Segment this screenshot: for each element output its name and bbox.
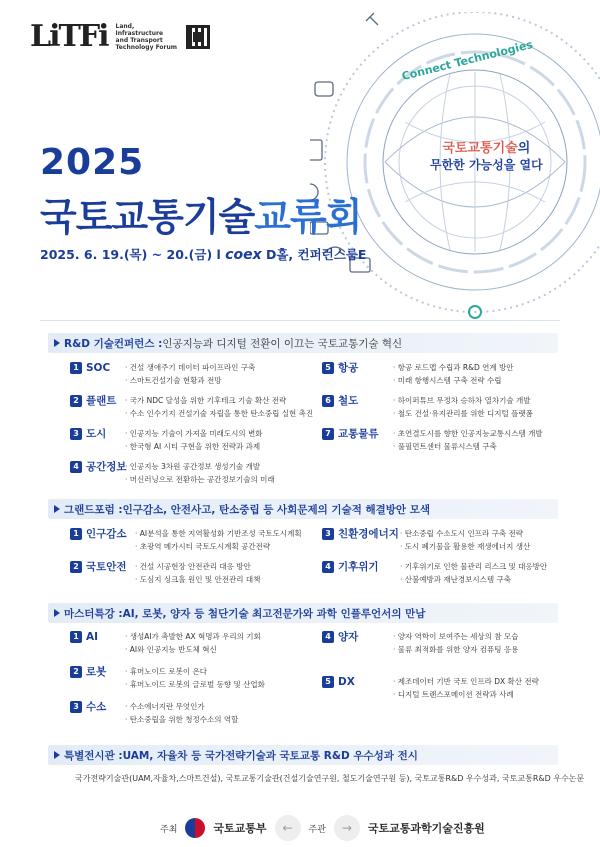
item-number: 1 bbox=[70, 631, 82, 643]
exhibit-description: 국가전략기술관(UAM,자율차,스마트건설), 국토교통기술관(건설기술연구원, 철도기술연구원 등), 국토교통R&D 우수성과, 국토교통R&D 우수논문 bbox=[75, 774, 585, 783]
item-label: 국토안전 bbox=[86, 561, 127, 573]
item-number: 6 bbox=[322, 395, 334, 407]
item-number: 5 bbox=[322, 362, 334, 374]
section-grand-forum bbox=[48, 499, 558, 519]
tagline-particle: 의 bbox=[517, 141, 531, 156]
desc-line: · 항공 로드맵 수립과 R&D 연계 방안 bbox=[393, 361, 513, 374]
grand-item-energy-desc bbox=[400, 527, 530, 553]
tagline-red: 국토교통기술 bbox=[442, 141, 518, 156]
tagline bbox=[430, 140, 543, 174]
event-year: 2025 bbox=[40, 142, 145, 183]
item-label: 수소 bbox=[86, 701, 107, 713]
item-number: 3 bbox=[322, 528, 334, 540]
desc-line: · 풀필먼트센터 물류시스템 구축 bbox=[393, 440, 543, 453]
host-name: 국토교통부 bbox=[213, 822, 267, 835]
desc-line: · 기후위기로 인한 물관리 리스크 및 대응방안 bbox=[400, 560, 547, 573]
forum-logo bbox=[30, 19, 210, 54]
desc-line: · 하이퍼튜브 무정차 승하차 열차기술 개발 bbox=[393, 394, 533, 407]
rd-item-railway-desc bbox=[393, 394, 533, 420]
rd-item-soc bbox=[70, 362, 110, 374]
prev-page-button[interactable]: ← bbox=[275, 815, 301, 841]
item-number: 3 bbox=[70, 428, 82, 440]
item-number: 2 bbox=[70, 666, 82, 678]
organizer-label: 주관 bbox=[308, 824, 326, 835]
title-part-a: 국토교통기술 bbox=[40, 195, 255, 239]
grand-item-safety bbox=[70, 561, 127, 573]
item-label: SOC bbox=[86, 362, 111, 374]
rd-item-logistics bbox=[322, 428, 379, 440]
item-label: 교통물류 bbox=[338, 428, 379, 440]
date-range: 2025. 6. 19.(목) ~ 20.(금) l bbox=[40, 247, 226, 262]
section-master-lead: 마스터특강 : bbox=[64, 607, 123, 620]
desc-line: · 미래 항행시스템 구축 전략 수립 bbox=[393, 374, 513, 387]
master-item-ai bbox=[70, 631, 98, 643]
title-part-b: 교류회 bbox=[254, 195, 362, 239]
rd-item-logistics-desc bbox=[393, 427, 543, 453]
grand-item-climate-desc bbox=[400, 560, 547, 586]
section-master-title: AI, 로봇, 양자 등 첨단기술 최고전문가와 과학 인플루언서의 만남 bbox=[122, 607, 426, 620]
master-item-ai-desc bbox=[125, 630, 261, 656]
qr-code-icon bbox=[186, 25, 210, 49]
desc-line: · 산불예방과 재난경보시스템 구축 bbox=[400, 573, 547, 586]
master-item-dx bbox=[322, 676, 355, 688]
item-number: 5 bbox=[322, 676, 334, 688]
grand-item-population-desc bbox=[135, 527, 302, 553]
section-special-exhibit bbox=[48, 745, 558, 765]
host-label: 주최 bbox=[160, 824, 178, 835]
item-number: 7 bbox=[322, 428, 334, 440]
item-label: DX bbox=[338, 676, 355, 688]
organizer-name: 국토교통과학기술진흥원 bbox=[367, 822, 485, 835]
master-item-hydrogen bbox=[70, 701, 106, 713]
desc-line: · 도심지 싱크홀 원인 및 안전관리 대책 bbox=[135, 573, 260, 586]
master-item-robot-desc bbox=[125, 665, 265, 691]
desc-line: · 인공지능 기술이 가져올 미래도시의 변화 bbox=[125, 427, 262, 440]
rd-item-aviation bbox=[322, 362, 358, 374]
section-exhibit-lead: 특별전시관 : bbox=[64, 749, 123, 762]
desc-line: · 초연결도시를 향한 인공지능교통시스템 개발 bbox=[393, 427, 543, 440]
desc-line: · 한국형 AI 시티 구현을 위한 전략과 과제 bbox=[125, 440, 262, 453]
desc-line: · 수소에너지란 무엇인가 bbox=[125, 700, 238, 713]
item-number: 4 bbox=[322, 561, 334, 573]
desc-line: · 휴머노이드 로봇이 온다 bbox=[125, 665, 265, 678]
desc-line: · 디지털 트랜스포메이션 전략과 사례 bbox=[393, 688, 539, 701]
item-label: 항공 bbox=[338, 362, 359, 374]
desc-line: · 철도 건설·유지관리를 위한 디지털 플랫폼 bbox=[393, 407, 533, 420]
desc-line: · 도시 폐기물을 활용한 재생에너지 생산 bbox=[400, 540, 530, 553]
desc-line: · 수소 인수기지 건설기술 자립을 통한 탄소중립 실현 촉진 bbox=[125, 407, 313, 420]
desc-line: · 탄소중립을 위한 청정수소의 역할 bbox=[125, 713, 238, 726]
desc-line: · 탄소중립 수소도시 인프라 구축 전략 bbox=[400, 527, 530, 540]
section-rd-conference bbox=[48, 333, 558, 353]
desc-line: · 건설 시공현장 안전관리 대응 방안 bbox=[135, 560, 260, 573]
rd-item-plant-desc bbox=[125, 394, 313, 420]
item-label: 공간정보 bbox=[86, 461, 127, 473]
desc-line: · 생성AI가 촉발한 AX 혁명과 우리의 기회 bbox=[125, 630, 261, 643]
item-label: 인구감소 bbox=[86, 528, 127, 540]
desc-line: · 휴머노이드 로봇의 글로벌 동향 및 산업화 bbox=[125, 678, 265, 691]
item-label: 플랜트 bbox=[86, 395, 117, 407]
event-date bbox=[40, 245, 366, 263]
desc-line: · AI분석을 통한 지역활성화 기반조성 국토도시계획 bbox=[135, 527, 302, 540]
master-item-quantum bbox=[322, 631, 358, 643]
rd-item-city bbox=[70, 428, 106, 440]
item-label: 로봇 bbox=[86, 666, 107, 678]
item-label: 철도 bbox=[338, 395, 359, 407]
desc-line: · AI와 인공지능 반도체 혁신 bbox=[125, 643, 261, 656]
item-number: 1 bbox=[70, 362, 82, 374]
divider bbox=[40, 320, 560, 321]
item-label: 친환경에너지 bbox=[338, 528, 399, 540]
master-item-robot bbox=[70, 666, 106, 678]
graphic-label: Connect Technologies bbox=[400, 37, 535, 84]
master-item-dx-desc bbox=[393, 675, 539, 701]
section-rd-lead: R&D 기술컨퍼런스 : bbox=[64, 337, 163, 350]
item-number: 3 bbox=[70, 701, 82, 713]
rd-item-plant bbox=[70, 395, 116, 407]
item-number: 2 bbox=[70, 561, 82, 573]
grand-item-safety-desc bbox=[135, 560, 260, 586]
master-item-hydrogen-desc bbox=[125, 700, 238, 726]
item-label: 양자 bbox=[338, 631, 359, 643]
item-number: 2 bbox=[70, 395, 82, 407]
tagline-sub: 무한한 가능성을 열다 bbox=[430, 158, 543, 172]
desc-line: · 제조데이터 기반 국토 인프라 DX 확산 전략 bbox=[393, 675, 539, 688]
item-number: 4 bbox=[322, 631, 334, 643]
rd-item-railway bbox=[322, 395, 358, 407]
next-page-button[interactable]: → bbox=[334, 815, 360, 841]
logo-mark: LiTFi bbox=[30, 19, 108, 54]
event-title bbox=[40, 186, 361, 241]
rd-item-spatial-desc bbox=[125, 460, 275, 486]
section-rd-title: 인공지능과 디지털 전환이 이끄는 국토교통기술 혁신 bbox=[162, 337, 403, 350]
item-label: 기후위기 bbox=[338, 561, 379, 573]
rd-item-city-desc bbox=[125, 427, 262, 453]
section-exhibit-title: UAM, 자율차 등 국가전략기술과 국토교통 R&D 우수성과 전시 bbox=[122, 749, 418, 762]
grand-item-climate bbox=[322, 561, 379, 573]
grand-item-population bbox=[70, 528, 127, 540]
venue: D홀, 컨퍼런스룸E bbox=[261, 247, 367, 262]
desc-line: · 인공지능 3차원 공간정보 생성기술 개발 bbox=[125, 460, 275, 473]
coex-logo: coex bbox=[225, 247, 262, 263]
desc-line: · 초광역 메가시티 국토도시계획 공간전략 bbox=[135, 540, 302, 553]
logo-text: Land, Infrastructure and Transport Technology Forum bbox=[115, 23, 178, 51]
ministry-emblem-icon bbox=[185, 818, 205, 838]
desc-line: · 스마트건설기술 현황과 전망 bbox=[125, 374, 255, 387]
rd-item-spatial bbox=[70, 461, 127, 473]
item-label: AI bbox=[86, 631, 99, 643]
footer bbox=[160, 815, 485, 841]
section-grand-title: 인구감소, 안전사고, 탄소중립 등 사회문제의 기술적 해결방안 모색 bbox=[122, 503, 431, 516]
item-label: 도시 bbox=[86, 428, 107, 440]
item-number: 4 bbox=[70, 461, 82, 473]
rd-item-soc-desc bbox=[125, 361, 255, 387]
section-grand-lead: 그랜드포럼 : bbox=[64, 503, 123, 516]
desc-line: · 물류 최적화를 위한 양자 컴퓨팅 응용 bbox=[393, 643, 518, 656]
desc-line: · 머신러닝으로 전환하는 공간정보기술의 미래 bbox=[125, 473, 275, 486]
grand-item-energy bbox=[322, 528, 399, 540]
desc-line: · 국가 NDC 달성을 위한 기후테크 기술 확산 전략 bbox=[125, 394, 313, 407]
rd-item-aviation-desc bbox=[393, 361, 513, 387]
desc-line: · 양자 역학이 보여주는 세상의 참 모습 bbox=[393, 630, 518, 643]
desc-line: · 건설 생애주기 데이터 파이프라인 구축 bbox=[125, 361, 255, 374]
master-item-quantum-desc bbox=[393, 630, 518, 656]
item-number: 1 bbox=[70, 528, 82, 540]
section-master-lecture bbox=[48, 603, 558, 623]
